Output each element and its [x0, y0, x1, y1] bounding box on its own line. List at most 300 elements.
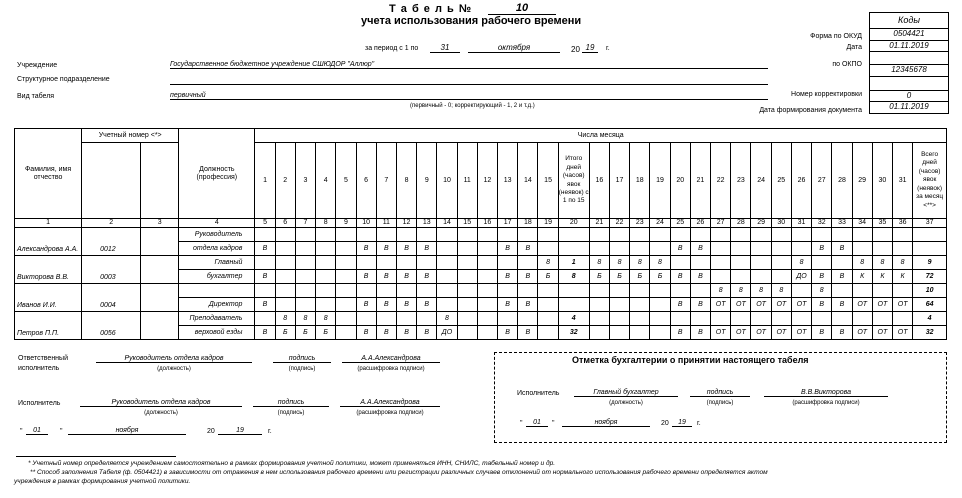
hours-cell [376, 228, 396, 242]
hours-cell [336, 284, 356, 298]
column-number: 32 [812, 219, 832, 228]
employee-account-2 [141, 228, 179, 256]
column-number: 11 [376, 219, 396, 228]
responsible-label: Ответственный исполнитель [18, 355, 68, 372]
hours-cell [630, 312, 650, 326]
hours-cell [376, 284, 396, 298]
table-number: 10 [488, 2, 556, 15]
hours-cell [477, 228, 497, 242]
employee-position-bottom: верховой езды [179, 326, 255, 340]
code-cell [630, 326, 650, 340]
hours-cell [558, 228, 589, 242]
hours-cell [690, 284, 710, 298]
hours-cell [396, 228, 416, 242]
column-number: 13 [417, 219, 437, 228]
subdivision-label: Структурное подразделение [17, 76, 110, 83]
code-cell: В [670, 270, 690, 284]
code-cell [336, 270, 356, 284]
code-cell: В [376, 242, 396, 256]
column-number: 18 [518, 219, 538, 228]
hours-cell: 4 [558, 312, 589, 326]
column-number: 9 [336, 219, 356, 228]
hours-cell [711, 256, 731, 270]
code-cell [650, 298, 670, 312]
employee-name: Иванов И.И. [15, 284, 82, 312]
code-cell: В [356, 326, 376, 340]
year-prefix: 20 [571, 45, 580, 54]
day-header: 4 [316, 143, 336, 219]
column-number: 2 [82, 219, 141, 228]
column-number: 14 [437, 219, 457, 228]
code-cell [893, 242, 913, 256]
code-cell [791, 242, 811, 256]
code-cell: ОТ [872, 326, 892, 340]
code-cell: В [670, 298, 690, 312]
accounting-date-month: ноября [562, 419, 650, 427]
code-cell: В [255, 326, 275, 340]
code-cell: В [356, 270, 376, 284]
correction-value: 0 [870, 90, 948, 102]
code-cell [437, 298, 457, 312]
code-cell [275, 270, 295, 284]
hours-cell [457, 228, 477, 242]
code-cell: ОТ [893, 326, 913, 340]
day-header: 25 [771, 143, 791, 219]
code-cell: В [690, 298, 710, 312]
page-title: учета использования рабочего времени [361, 15, 582, 27]
code-cell [558, 242, 589, 256]
code-cell: В [498, 298, 518, 312]
hours-cell [417, 256, 437, 270]
hours-cell [751, 312, 771, 326]
column-number: 23 [630, 219, 650, 228]
hours-cell [336, 312, 356, 326]
hours-cell: 8 [751, 284, 771, 298]
day-header: 23 [731, 143, 751, 219]
col-header-position: Должность (профессия) [179, 129, 255, 219]
code-cell: В [812, 270, 832, 284]
hours-cell: 8 [437, 312, 457, 326]
code-cell: В [255, 298, 275, 312]
hours-cell [255, 312, 275, 326]
code-cell: В [255, 270, 275, 284]
col-header-account-1 [82, 143, 141, 219]
hours-cell [690, 228, 710, 242]
hours-cell [336, 228, 356, 242]
hours-cell [316, 228, 336, 242]
hours-cell [690, 312, 710, 326]
accounting-name-hint: (расшифровка подписи) [792, 400, 860, 406]
hours-cell [609, 312, 629, 326]
executor-name-hint: (расшифровка подписи) [356, 410, 424, 416]
column-number: 28 [731, 219, 751, 228]
employee-position-bottom: Директор [179, 298, 255, 312]
hours-cell [457, 256, 477, 270]
hours-cell [771, 312, 791, 326]
column-number: 27 [711, 219, 731, 228]
code-cell: ОТ [751, 326, 771, 340]
executor-name: А.А.Александрова [340, 399, 440, 407]
column-number: 6 [275, 219, 295, 228]
hours-cell [609, 284, 629, 298]
code-cell: В [417, 270, 437, 284]
code-cell [913, 242, 947, 256]
code-cell: В [356, 242, 376, 256]
day-header: 12 [477, 143, 497, 219]
hours-cell [711, 228, 731, 242]
code-cell [852, 242, 872, 256]
hours-cell [295, 284, 315, 298]
employee-account-2 [141, 256, 179, 284]
code-cell [477, 298, 497, 312]
code-cell: К [893, 270, 913, 284]
code-cell: В [417, 298, 437, 312]
type-hint: (первичный - 0; корректирующий - 1, 2 и т.д.) [410, 103, 535, 109]
hours-cell: 8 [275, 312, 295, 326]
code-cell: В [670, 326, 690, 340]
formed-label: Дата формирования документа [759, 107, 862, 114]
hours-cell: 8 [812, 284, 832, 298]
hours-cell [893, 284, 913, 298]
code-cell [609, 326, 629, 340]
hours-cell [872, 228, 892, 242]
accounting-title: Отметка бухгалтерии о принятии настоящего табеля [572, 355, 809, 365]
okpo-value: 12345678 [870, 64, 948, 76]
table-row [15, 256, 947, 270]
okud-value: 0504421 [870, 28, 948, 40]
code-cell [295, 270, 315, 284]
table-row [15, 312, 947, 326]
date-label: Дата [846, 44, 862, 51]
hours-cell [812, 312, 832, 326]
executor-sign: подпись [253, 399, 329, 407]
spacer-cell [870, 51, 948, 64]
correction-label: Номер корректировки [791, 91, 862, 98]
column-number: 10 [356, 219, 376, 228]
accounting-sign-hint: (подпись) [706, 400, 734, 406]
column-number: 24 [650, 219, 670, 228]
hours-cell [356, 312, 376, 326]
hours-cell [396, 256, 416, 270]
code-cell: ОТ [852, 326, 872, 340]
code-cell [457, 242, 477, 256]
code-cell: В [498, 326, 518, 340]
column-number: 21 [589, 219, 609, 228]
hours-cell [336, 256, 356, 270]
code-cell: ОТ [872, 298, 892, 312]
day-header: 5 [336, 143, 356, 219]
hours-cell [731, 228, 751, 242]
column-number: 29 [751, 219, 771, 228]
code-cell: ОТ [711, 298, 731, 312]
code-cell [457, 298, 477, 312]
code-cell: Б [609, 270, 629, 284]
responsible-position-hint: (должность) [157, 366, 191, 372]
code-cell [771, 242, 791, 256]
code-cell [336, 298, 356, 312]
responsible-position: Руководитель отдела кадров [96, 355, 252, 363]
code-cell [316, 298, 336, 312]
code-cell: Б [295, 326, 315, 340]
employee-account: 0056 [82, 312, 141, 340]
hours-cell [832, 312, 852, 326]
day-header: 15 [538, 143, 558, 219]
hours-cell: 8 [589, 256, 609, 270]
code-cell [731, 270, 751, 284]
column-number: 17 [498, 219, 518, 228]
hours-cell: 8 [872, 256, 892, 270]
institution-value: Государственное бюджетное учреждение СШЮДОР "Аллюр" [170, 61, 768, 69]
hours-cell [255, 284, 275, 298]
hours-cell [437, 256, 457, 270]
code-cell [751, 242, 771, 256]
hours-cell [832, 284, 852, 298]
sign-date-year-prefix: 20 [207, 428, 215, 435]
period-prefix: за период с 1 по [365, 45, 419, 52]
accounting-sign: подпись [690, 389, 750, 397]
code-cell [295, 242, 315, 256]
hours-cell: 4 [913, 312, 947, 326]
hours-cell [275, 284, 295, 298]
hours-cell: 8 [771, 284, 791, 298]
hours-cell [255, 256, 275, 270]
code-cell [872, 242, 892, 256]
day-header: 24 [751, 143, 771, 219]
employee-account: 0004 [82, 284, 141, 312]
code-cell [630, 298, 650, 312]
codes-title: Коды [898, 15, 920, 25]
code-cell [538, 242, 558, 256]
footnote-3: учреждения в рамках формирования учетной политики. [14, 478, 191, 485]
hours-cell [791, 284, 811, 298]
code-cell: ОТ [731, 326, 751, 340]
day-header: 2 [275, 143, 295, 219]
code-cell [711, 270, 731, 284]
col-header-account: Учетный номер <*> [82, 129, 179, 143]
hours-cell [832, 256, 852, 270]
hours-cell [558, 284, 589, 298]
hours-cell [498, 312, 518, 326]
hours-cell [477, 284, 497, 298]
hours-cell: 8 [893, 256, 913, 270]
code-cell: В [396, 270, 416, 284]
hours-cell [477, 256, 497, 270]
column-number: 26 [690, 219, 710, 228]
day-header: 1 [255, 143, 275, 219]
column-number: 35 [872, 219, 892, 228]
hours-cell [518, 256, 538, 270]
code-cell: В [396, 242, 416, 256]
hours-cell [630, 284, 650, 298]
employee-account: 0003 [82, 256, 141, 284]
hours-cell [852, 312, 872, 326]
hours-cell [477, 312, 497, 326]
hours-cell [437, 284, 457, 298]
accounting-name: В.В.Викторова [764, 389, 888, 397]
hours-cell [457, 284, 477, 298]
code-cell: 72 [913, 270, 947, 284]
column-number: 20 [558, 219, 589, 228]
hours-cell [771, 228, 791, 242]
hours-cell: 8 [731, 284, 751, 298]
year-suffix: г. [606, 45, 610, 52]
okud-label: Форма по ОКУД [810, 33, 862, 40]
code-cell: ДО [791, 270, 811, 284]
hours-cell [538, 228, 558, 242]
hours-cell [751, 256, 771, 270]
column-number: 25 [670, 219, 690, 228]
hours-cell [872, 284, 892, 298]
code-cell [457, 326, 477, 340]
code-cell: В [396, 298, 416, 312]
sign-date-year: 19 [218, 427, 262, 435]
okpo-label: по ОКПО [832, 61, 862, 68]
code-cell [477, 270, 497, 284]
timesheet-table [14, 128, 947, 342]
code-cell [477, 242, 497, 256]
period-month: октября [468, 43, 560, 53]
responsible-sign: подпись [273, 355, 331, 363]
code-cell: В [518, 270, 538, 284]
code-cell [751, 270, 771, 284]
employee-position-bottom: бухгалтер [179, 270, 255, 284]
column-number: 37 [913, 219, 947, 228]
employee-position-top: Руководитель [179, 228, 255, 242]
hours-cell [650, 284, 670, 298]
code-cell [316, 242, 336, 256]
hours-cell [832, 228, 852, 242]
code-cell: В [690, 326, 710, 340]
hours-cell [893, 312, 913, 326]
hours-cell [852, 284, 872, 298]
accounting-date-year: 19 [672, 419, 692, 427]
employee-account-2 [141, 312, 179, 340]
sign-date-day: 01 [26, 427, 48, 435]
employee-position-top [179, 284, 255, 298]
code-cell: ОТ [893, 298, 913, 312]
hours-cell: 8 [711, 284, 731, 298]
column-number: 31 [791, 219, 811, 228]
day-header: 13 [498, 143, 518, 219]
day-header: 17 [609, 143, 629, 219]
code-cell: 32 [558, 326, 589, 340]
code-cell: Б [538, 270, 558, 284]
day-header: 9 [417, 143, 437, 219]
code-cell: ОТ [791, 326, 811, 340]
employee-account: 0012 [82, 228, 141, 256]
hours-cell [690, 256, 710, 270]
day-header: 18 [630, 143, 650, 219]
col-header-name: Фамилия, имя отчество [15, 129, 82, 219]
hours-cell: 8 [630, 256, 650, 270]
column-number: 7 [295, 219, 315, 228]
hours-cell: 8 [650, 256, 670, 270]
column-number: 8 [316, 219, 336, 228]
hours-cell [538, 284, 558, 298]
code-cell: Б [589, 270, 609, 284]
hours-cell [356, 284, 376, 298]
table-label: Т а б е л ь № [389, 3, 473, 15]
hours-cell [913, 228, 947, 242]
code-cell [771, 270, 791, 284]
hours-cell [852, 228, 872, 242]
code-cell: 64 [913, 298, 947, 312]
code-cell: В [518, 326, 538, 340]
column-number: 1 [15, 219, 82, 228]
col-header-account-2 [141, 143, 179, 219]
code-cell: В [396, 326, 416, 340]
hours-cell [609, 228, 629, 242]
column-number: 19 [538, 219, 558, 228]
year-value: 19 [582, 43, 598, 53]
day-header: 28 [832, 143, 852, 219]
day-header: 14 [518, 143, 538, 219]
column-number: 36 [893, 219, 913, 228]
code-cell [457, 270, 477, 284]
hours-cell [791, 228, 811, 242]
footnote-2: ** Способ заполнения Табеля (ф. 0504421) в зависимости от отражения в нем использования рабочего времени или регистрации различных случаев отклонений от нормального использования рабочего времени определяется актом [30, 469, 768, 476]
executor-position: Руководитель отдела кадров [80, 399, 242, 407]
executor-position-hint: (должность) [144, 410, 178, 416]
hours-cell: 1 [558, 256, 589, 270]
code-cell: В [670, 242, 690, 256]
type-value: первичный [170, 92, 768, 100]
code-cell [437, 242, 457, 256]
column-number: 30 [771, 219, 791, 228]
day-header: 10 [437, 143, 457, 219]
subdivision-value [170, 75, 768, 85]
code-cell [650, 326, 670, 340]
day-header: 20 [670, 143, 690, 219]
code-cell [609, 242, 629, 256]
table-row [15, 228, 947, 242]
accounting-date-year-prefix: 20 [661, 420, 669, 427]
hours-cell [498, 228, 518, 242]
code-cell: В [376, 270, 396, 284]
hours-cell [670, 284, 690, 298]
code-cell: ОТ [791, 298, 811, 312]
employee-position-top: Главный [179, 256, 255, 270]
col-header-total: Всего дней (часов) явок (неявок) за месяц <**> [913, 143, 947, 219]
column-number: 34 [852, 219, 872, 228]
footnote-divider [16, 456, 176, 457]
hours-cell [316, 284, 336, 298]
column-number: 12 [396, 219, 416, 228]
code-cell: В [255, 242, 275, 256]
accounting-executor-label: Исполнитель [517, 390, 560, 397]
code-cell: В [376, 326, 396, 340]
accounting-date-suffix: г. [697, 420, 701, 427]
code-cell [295, 298, 315, 312]
accounting-date-day: 01 [526, 419, 548, 427]
code-cell: ОТ [751, 298, 771, 312]
code-cell: В [832, 270, 852, 284]
hours-cell: 8 [791, 256, 811, 270]
hours-cell [670, 256, 690, 270]
code-cell: В [417, 326, 437, 340]
hours-cell [417, 284, 437, 298]
column-number: 4 [179, 219, 255, 228]
hours-cell [791, 312, 811, 326]
code-cell: ОТ [771, 326, 791, 340]
code-cell [316, 270, 336, 284]
hours-cell [771, 256, 791, 270]
hours-cell: 8 [609, 256, 629, 270]
col-header-total15: Итого дней (часов) явок (неявок) с 1 по 15 [558, 143, 589, 219]
day-header: 8 [396, 143, 416, 219]
code-cell: Б [650, 270, 670, 284]
hours-cell [538, 312, 558, 326]
